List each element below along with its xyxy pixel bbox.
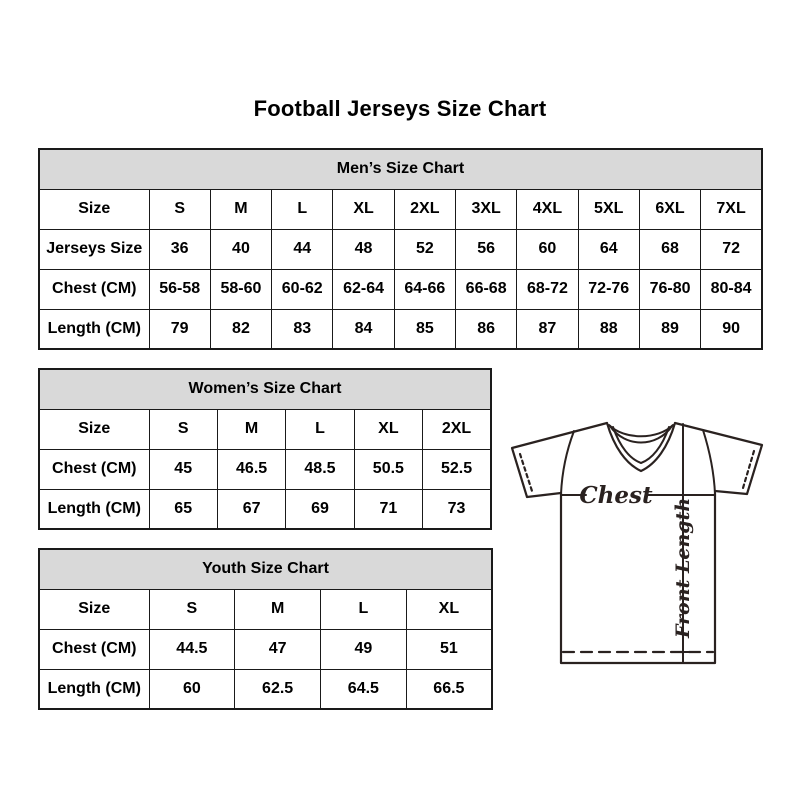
table-cell: 51 [406,629,492,669]
table-cell: 64.5 [321,669,407,709]
table-cell: 52 [394,229,455,269]
youth-size-table [38,548,493,710]
table-cell: L [286,409,354,449]
chest-label: Chest [579,482,653,509]
mens-size-table-header: Men’s Size Chart [39,149,762,189]
table-cell: 82 [210,309,271,349]
table-cell: 48 [333,229,394,269]
table-cell: 73 [423,489,491,529]
table-row [39,589,492,629]
jersey-measurement-diagram [500,400,772,680]
table-cell: 86 [455,309,516,349]
row-label: Size [39,189,149,229]
table-cell: L [272,189,333,229]
table-cell: 36 [149,229,210,269]
table-cell: S [149,409,217,449]
table-cell: 68-72 [517,269,578,309]
jersey-right-sleeve [675,423,762,494]
table-cell: 4XL [517,189,578,229]
table-cell: 67 [217,489,285,529]
table-cell: 47 [235,629,321,669]
table-cell: 2XL [423,409,491,449]
mens-size-table [38,148,763,350]
row-label: Chest (CM) [39,269,149,309]
table-cell: 71 [354,489,422,529]
table-cell: 40 [210,229,271,269]
row-label: Size [39,409,149,449]
table-cell: 44 [272,229,333,269]
table-cell: 3XL [455,189,516,229]
table-cell: L [321,589,407,629]
table-cell: 80-84 [701,269,762,309]
table-row [39,669,492,709]
table-cell: 79 [149,309,210,349]
table-cell: 87 [517,309,578,349]
table-cell: 5XL [578,189,639,229]
jersey-right-cuff-stitch-line [743,451,754,488]
row-label: Chest (CM) [39,629,149,669]
table-cell: 84 [333,309,394,349]
table-cell: M [210,189,271,229]
table-row [39,309,762,349]
table-cell: 90 [701,309,762,349]
table-cell: 83 [272,309,333,349]
table-cell: 6XL [639,189,700,229]
table-cell: 52.5 [423,449,491,489]
table-row [39,449,491,489]
table-cell: XL [354,409,422,449]
page-title: Football Jerseys Size Chart [253,96,547,121]
womens-size-table-header: Women’s Size Chart [39,369,491,409]
table-row [39,269,762,309]
table-cell: M [235,589,321,629]
table-cell: M [217,409,285,449]
row-label: Length (CM) [39,489,149,529]
table-cell: 89 [639,309,700,349]
table-cell: 76-80 [639,269,700,309]
table-cell: 49 [321,629,407,669]
table-cell: 72 [701,229,762,269]
row-label: Chest (CM) [39,449,149,489]
table-cell: 64-66 [394,269,455,309]
row-label: Length (CM) [39,309,149,349]
table-cell: 66-68 [455,269,516,309]
row-label: Size [39,589,149,629]
table-row [39,229,762,269]
table-cell: 88 [578,309,639,349]
jersey-left-cuff-stitch-line [520,454,532,491]
table-cell: 60-62 [272,269,333,309]
table-cell: 56 [455,229,516,269]
table-cell: 69 [286,489,354,529]
table-cell: 60 [149,669,235,709]
table-cell: 58-60 [210,269,271,309]
table-row [39,409,491,449]
table-row [39,489,491,529]
table-row [39,629,492,669]
table-cell: 60 [517,229,578,269]
row-label: Length (CM) [39,669,149,709]
table-row [39,189,762,229]
table-cell: 64 [578,229,639,269]
table-cell: 56-58 [149,269,210,309]
jersey-left-armhole-seam [561,431,574,494]
table-cell: 62-64 [333,269,394,309]
jersey-right-armhole-seam [703,430,715,494]
table-cell: 50.5 [354,449,422,489]
table-cell: 85 [394,309,455,349]
table-cell: 44.5 [149,629,235,669]
table-cell: S [149,589,235,629]
table-cell: XL [333,189,394,229]
table-cell: 68 [639,229,700,269]
youth-size-table-header: Youth Size Chart [39,549,492,589]
table-cell: 66.5 [406,669,492,709]
front-length-label: Front Length [672,497,694,638]
table-cell: 7XL [701,189,762,229]
table-cell: S [149,189,210,229]
row-label: Jerseys Size [39,229,149,269]
table-cell: 72-76 [578,269,639,309]
table-cell: 45 [149,449,217,489]
table-cell: 65 [149,489,217,529]
table-cell: 2XL [394,189,455,229]
table-cell: 62.5 [235,669,321,709]
table-cell: 48.5 [286,449,354,489]
table-cell: XL [406,589,492,629]
table-cell: 46.5 [217,449,285,489]
womens-size-table [38,368,492,530]
